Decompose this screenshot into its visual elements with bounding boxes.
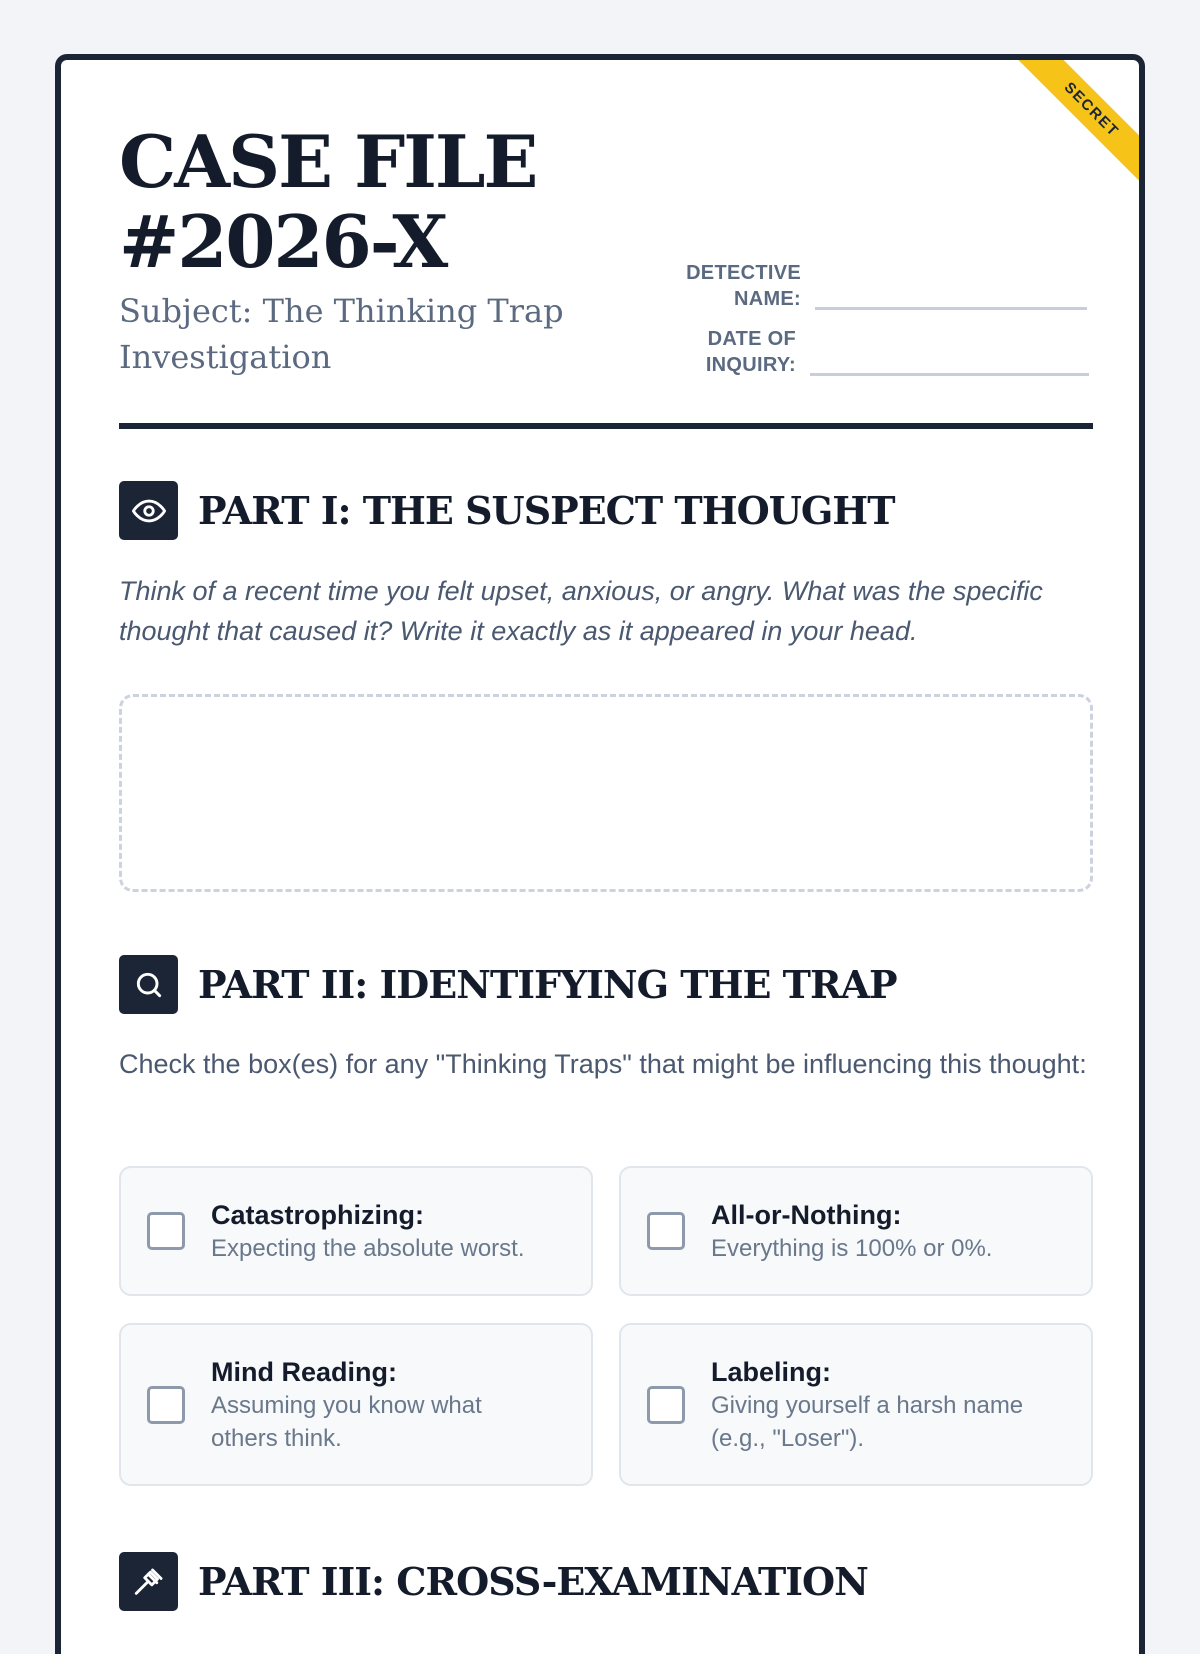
part-1-title: PART I: THE SUSPECT THOUGHT bbox=[198, 488, 895, 533]
part-2-title: PART II: IDENTIFYING THE TRAP bbox=[198, 962, 897, 1007]
date-of-inquiry-label: DATE OF INQUIRY: bbox=[705, 328, 796, 376]
detective-name-label: DETECTIVE NAME: bbox=[686, 262, 801, 310]
gavel-icon bbox=[119, 1552, 178, 1611]
mind-reading-checkbox[interactable] bbox=[147, 1386, 185, 1424]
trap-description: Expecting the absolute worst. bbox=[211, 1234, 525, 1262]
trap-name: Labeling: bbox=[711, 1356, 831, 1387]
trap-option-mind-reading[interactable] bbox=[119, 1323, 593, 1486]
search-icon bbox=[119, 955, 178, 1014]
part-3-header bbox=[119, 1552, 868, 1611]
labeling-checkbox[interactable] bbox=[647, 1386, 685, 1424]
trap-option-labeling[interactable] bbox=[619, 1323, 1093, 1486]
eye-icon bbox=[119, 481, 178, 540]
part-2-instructions: Check the box(es) for any "Thinking Traps" that might be influencing this thought: bbox=[119, 1049, 1087, 1079]
all-or-nothing-checkbox[interactable] bbox=[647, 1212, 685, 1250]
page-subtitle: Subject: The Thinking Trap Investigation bbox=[119, 292, 564, 376]
trap-description: Everything is 100% or 0%. bbox=[711, 1234, 993, 1262]
case-file-card bbox=[55, 54, 1145, 1654]
part-1-instructions: Think of a recent time you felt upset, anxious, or angry. What was the specific thought that caused it? Write it exactly as it appeared in your head. bbox=[119, 576, 1043, 646]
date-of-inquiry-field[interactable] bbox=[810, 373, 1089, 376]
page-title: CASE FILE #2026-X bbox=[119, 119, 537, 284]
detective-name-row bbox=[681, 260, 1087, 312]
trap-description: Giving yourself a harsh name (e.g., "Loser"). bbox=[711, 1391, 1024, 1452]
part-3-title: PART III: CROSS-EXAMINATION bbox=[198, 1559, 868, 1604]
trap-name: Catastrophizing: bbox=[211, 1199, 424, 1230]
catastrophizing-checkbox[interactable] bbox=[147, 1212, 185, 1250]
trap-option-all-or-nothing[interactable] bbox=[619, 1166, 1093, 1296]
detective-name-field[interactable] bbox=[815, 307, 1087, 310]
trap-name: All-or-Nothing: bbox=[711, 1199, 902, 1230]
date-of-inquiry-row bbox=[676, 326, 1089, 378]
secret-ribbon: SECRET bbox=[1016, 54, 1145, 185]
trap-description: Assuming you know what others think. bbox=[211, 1391, 482, 1452]
part-1-header bbox=[119, 481, 894, 540]
trap-name: Mind Reading: bbox=[211, 1356, 397, 1387]
header-divider bbox=[119, 423, 1093, 429]
trap-option-catastrophizing[interactable] bbox=[119, 1166, 593, 1296]
suspect-thought-input[interactable] bbox=[119, 694, 1093, 892]
part-2-header bbox=[119, 955, 897, 1014]
